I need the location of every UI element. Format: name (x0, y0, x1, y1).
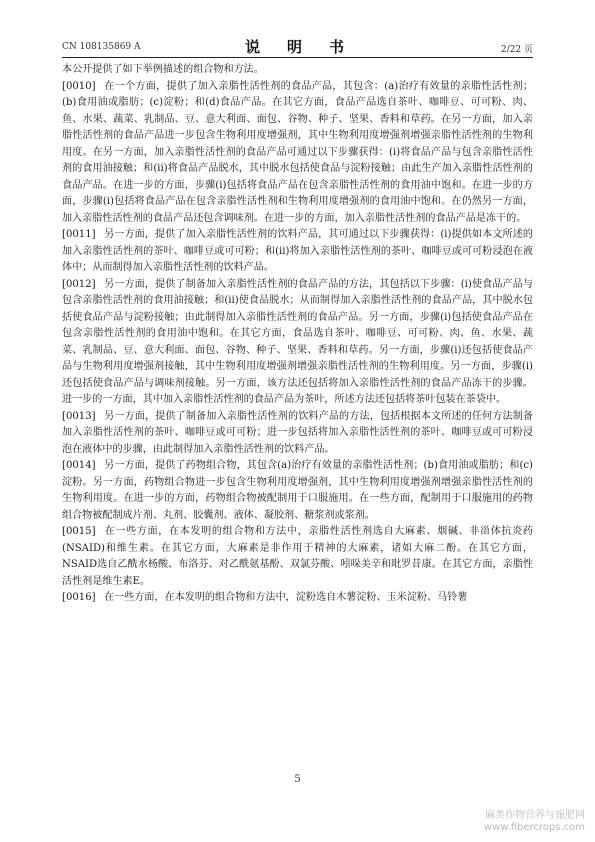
paragraph-tag: [0013] (62, 410, 96, 422)
document-body (62, 62, 533, 607)
header-rule (62, 57, 533, 58)
paragraph-0016 (62, 590, 533, 607)
publication-number: CN 108135869 A (62, 42, 141, 52)
page-info: 2/22 页 (500, 45, 533, 55)
paragraph-text: 另一方面，提供了药物组合物，其包含(a)治疗有效量的亲脂性活性剂；(b)食用油或脂肪；和(c)淀粉。另一方面，药物组合物进一步包含生物利用度增强剂，其中生物利用度增强剂增强亲脂性活性剂的生物利用度。在进一步的方面，药物组合物被配制用于口服施用。在一些方面，配制用于口服施用的药物组合物被配制成片剂、丸剂、胶囊剂、液体、凝胶剂、糖浆剂或浆剂。 (62, 460, 533, 521)
paragraph-text: 另一方面，提供了制备加入亲脂性活性剂的饮料产品的方法，包括根据本文所述的任何方法制备加入亲脂性活性剂的茶叶、咖啡豆或可可粉；进一步包括将加入亲脂性活性剂的茶叶、咖啡豆或可可粉浸泡在液体中的步骤，由此制得加入亲脂性活性剂的饮料产品。 (62, 410, 533, 455)
paragraph-0015 (62, 524, 533, 590)
paragraph-text: 另一方面，提供了加入亲脂性活性剂的饮料产品，其可通过以下步骤获得：(i)提供如本文所述的加入亲脂性活性剂的茶叶、咖啡豆或可可粉；和(ii)将加入亲脂性活性剂的茶叶、咖啡豆或可可粉浸泡在液体中；从而制得加入亲脂性活性剂的饮料产品。 (62, 229, 533, 273)
paragraph-tag: [0011] (62, 229, 96, 240)
paragraph-tag: [0014] (62, 460, 96, 471)
watermark-url: www.fibercrops.com (483, 822, 585, 833)
watermark (484, 810, 585, 834)
paragraph-0011 (62, 227, 533, 277)
paragraph-tag: [0015] (62, 526, 96, 537)
document-header (62, 34, 533, 54)
intro-paragraph: 本公开提供了如下举例描述的组合物和方法。 (62, 64, 264, 75)
paragraph-0010 (62, 79, 533, 228)
page-number: 5 (294, 774, 301, 785)
paragraph-tag: [0012] (62, 278, 96, 290)
paragraph-0012 (62, 277, 533, 409)
paragraph-text: 在一些方面，在本发明的组合物和方法中，淀粉选自木薯淀粉、玉米淀粉、马铃薯 (104, 592, 468, 603)
paragraph-0014 (62, 458, 533, 524)
paragraph-text: 在一个方面，提供了加入亲脂性活性剂的食品产品，其包含：(a)治疗有效量的亲脂性活性剂；(b)食用油或脂肪；(c)淀粉；和(d)食品产品。在其它方面，食品产品选自茶叶、咖啡豆、可可粉、肉、鱼、水果、蔬菜、乳制品、豆、意大利面、面包、谷物、种子、坚果、香料和草药。在另一方面，加入亲脂性活性剂的食品产品进一步包含生物利用度增强剂，其中生物利用度增强剂增强亲脂性活性剂的生物利用度。在另一方面，加入亲脂性活性剂的食品产品可通过以下步骤获得：(i)将食品产品与包含亲脂性活性剂的食用油接触；和(ii)将食品产品脱水，其中脱水包括使食品与淀粉接触；由此生产加入亲脂性活性剂的食品产品。在进一步的方面，步骤(i)包括将食品产品在包含亲脂性活性剂的食用油中饱和。在进一步的方面，步骤(i)包括将食品产品在包含亲脂性活性剂和生物利用度增强剂的食用油中饱和。在仍然另一方面，加入亲脂性活性剂的食品产品还包含调味剂。在进一步的方面，加入亲脂性活性剂的食品产品是冻干的。 (62, 80, 533, 224)
document-title: 说 明 书 (244, 38, 350, 56)
paragraph-tag: [0016] (62, 592, 96, 603)
watermark-title: 麻类作物营养与施肥网 (485, 810, 585, 821)
paragraph-tag: [0010] (62, 80, 96, 92)
paragraph-text: 在一些方面，在本发明的组合物和方法中，亲脂性活性剂选自大麻素、烟碱、非甾体抗炎药(NSAID)和维生素。在其它方面，大麻素是非作用于精神的大麻素，诸如大麻二酚。在其它方面，NSAID选自乙酰水杨酸、布洛芬、对乙酰氨基酚、双氯芬酸、吲哚美辛和吡罗昔康。在其它方面，亲脂性活性剂是维生素E。 (62, 526, 533, 587)
paragraph-text: 另一方面，提供了制备加入亲脂性活性剂的食品产品的方法，其包括以下步骤：(i)使食品产品与包含亲脂性活性剂的食用油接触；和(ii)使食品脱水；从而制得加入亲脂性活性剂的食品产品，其中脱水包括使食品产品与淀粉接触；由此制得加入亲脂性活性剂的食品产品。另一方面，步骤(i)包括使食品产品在包含亲脂性活性剂的食用油中饱和。在其它方面，食品选自茶叶、咖啡豆、可可粉、肉、鱼、水果、蔬菜、乳制品、豆、意大利面、面包、谷物、种子、坚果、香料和草药。另一方面，步骤(i)还包括使食品产品与生物利用度增强剂接触，其中生物利用度增强剂增强亲脂性活性剂的生物利用度。另一方面，步骤(i)还包括使食品产品与调味剂接触。另一方面，该方法还包括将加入亲脂性活性剂的食品产品冻干的步骤。进一步的一方面，其中加入亲脂性活性剂的食品产品为茶叶，所述方法还包括将茶叶包装在茶袋中。 (62, 278, 533, 405)
paragraph-0013 (62, 409, 533, 459)
